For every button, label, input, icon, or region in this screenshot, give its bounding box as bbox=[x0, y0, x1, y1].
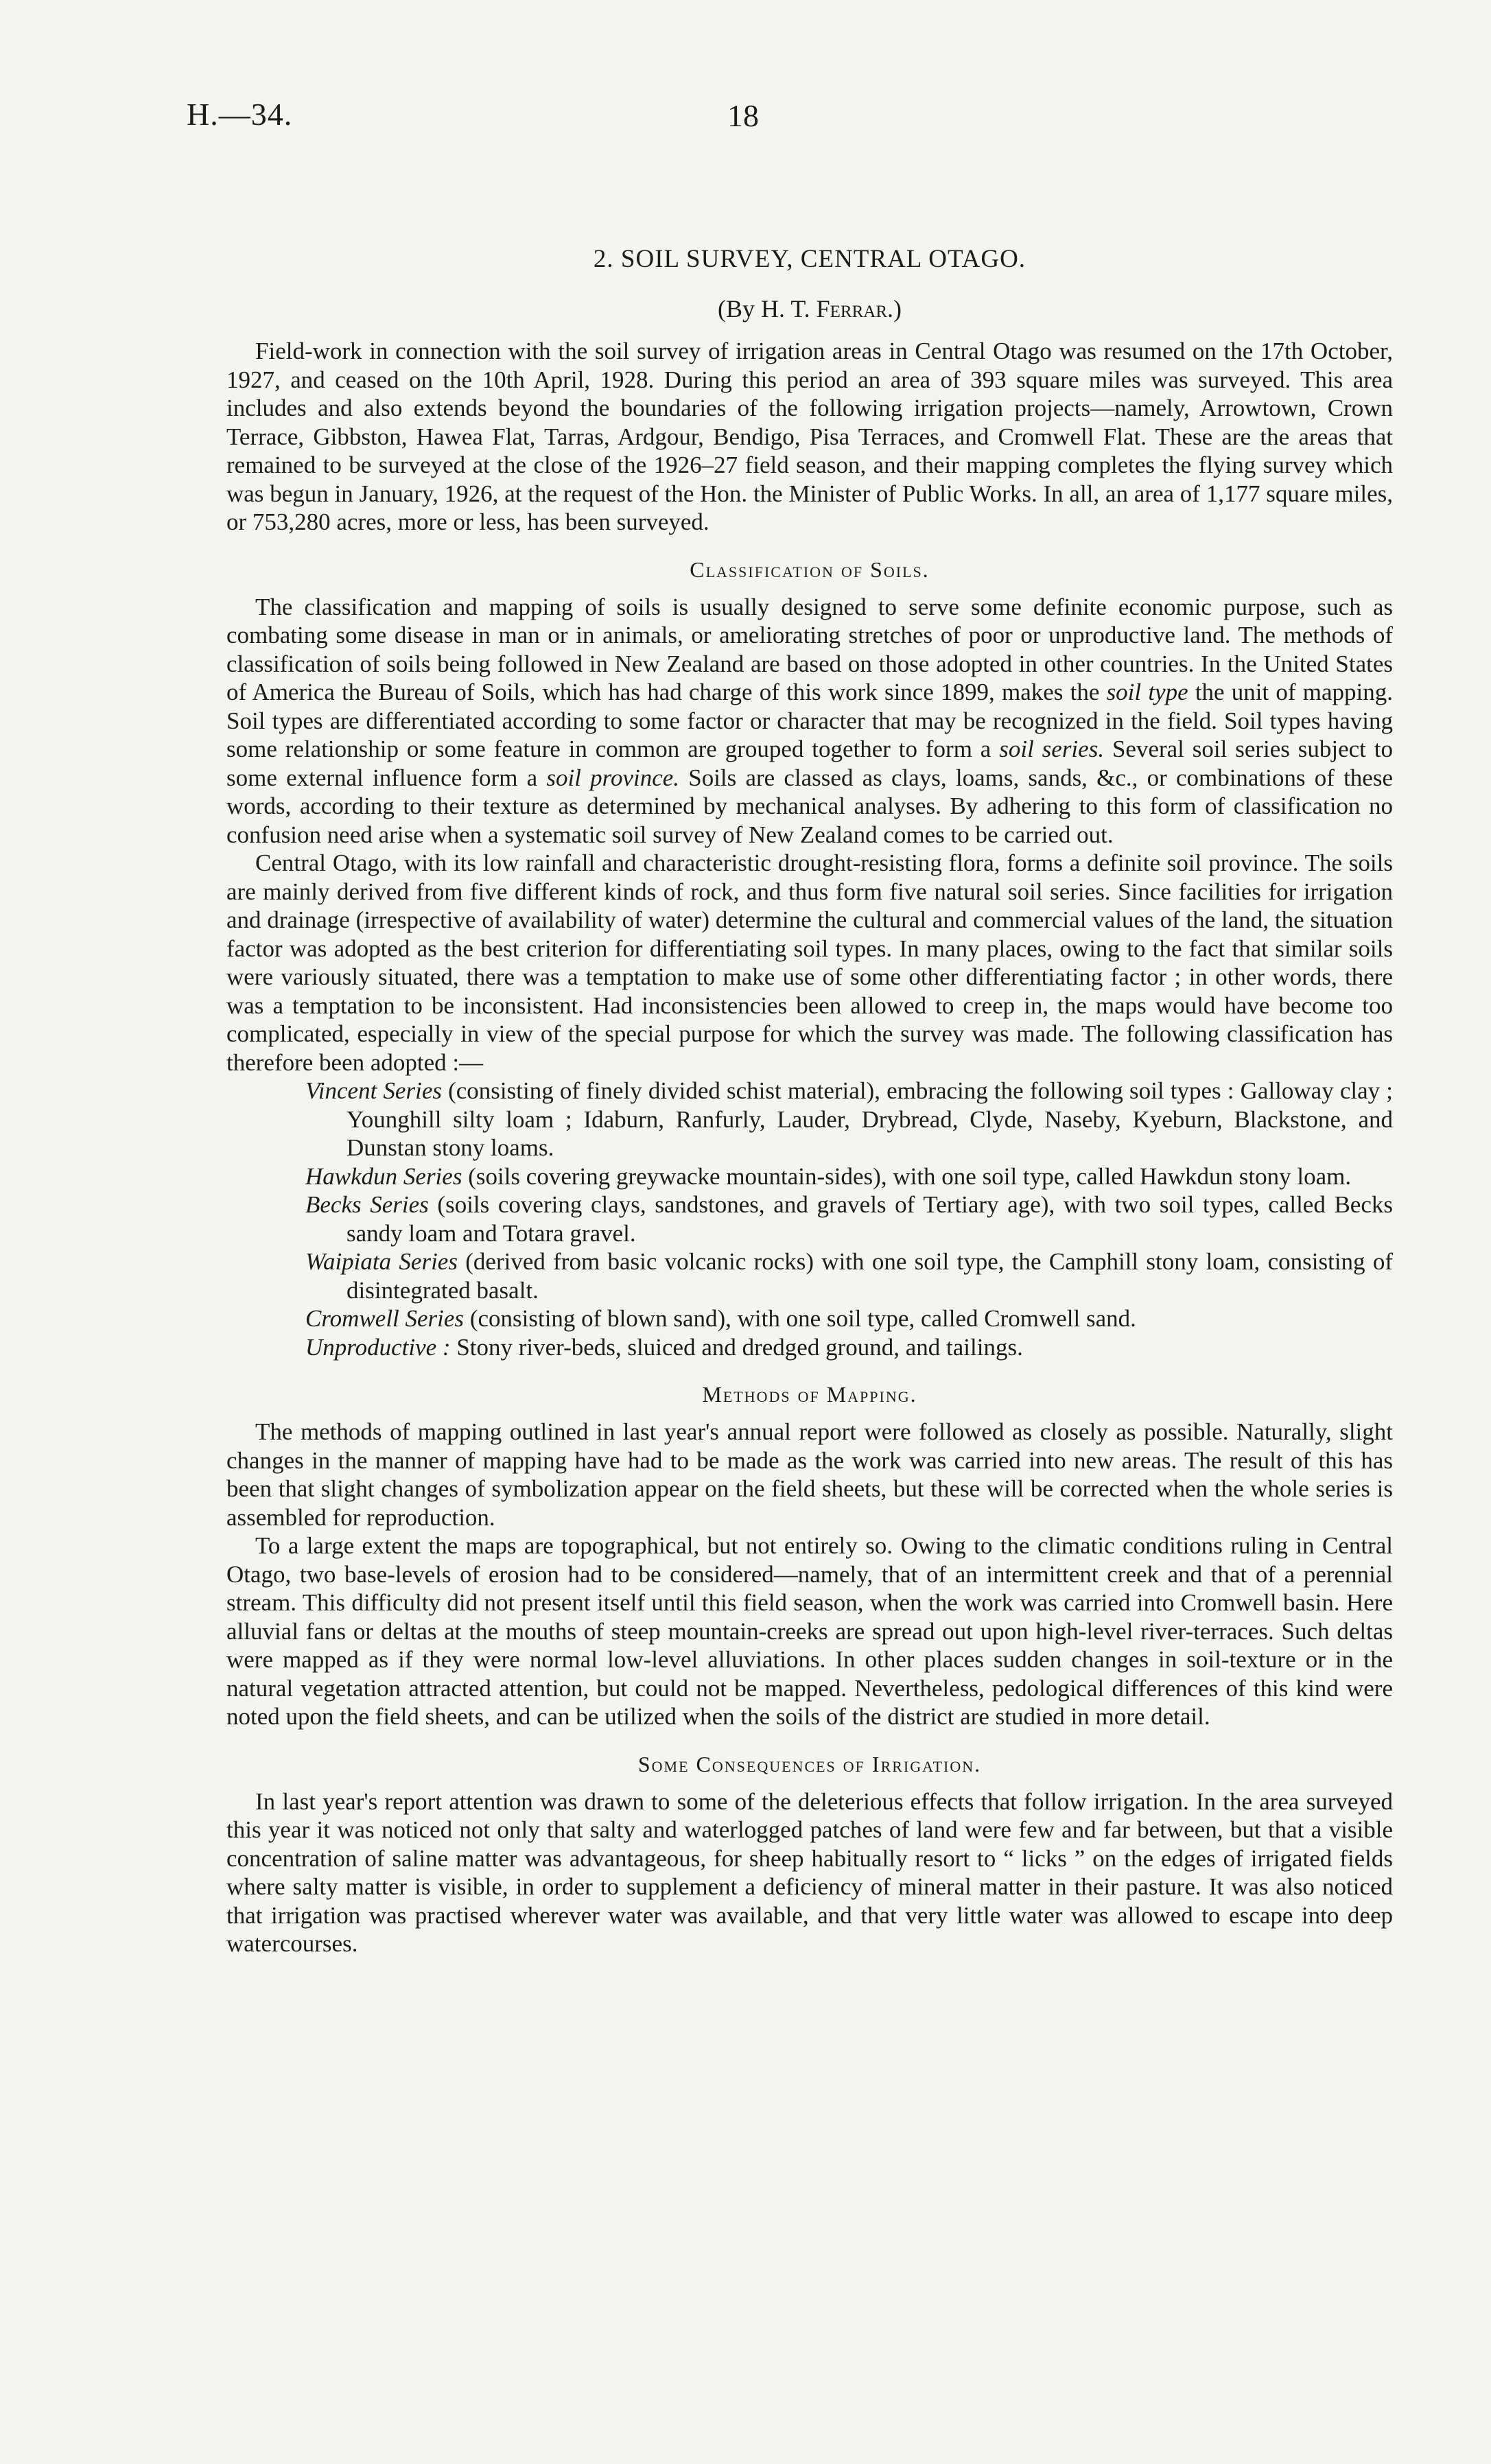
series-item-waipiata bbox=[305, 1247, 1393, 1304]
byline-prefix: (By H. T. bbox=[717, 295, 817, 322]
classification-text-d: Soils are classed as clays, loams, sands, &c., or combinations of these words, according to their texture as determined by mechanical analyses. By adhering to this form of classification no confusion need arise when a systematic soil survey of New Zealand comes to be carried out. bbox=[226, 764, 1393, 848]
series-name: Vincent Series bbox=[305, 1077, 442, 1104]
term-soil-type: soil type bbox=[1106, 679, 1188, 705]
series-description: (soils covering clays, sandstones, and gravels of Tertiary age), with two soil types, called Becks sandy loam and Totara gravel. bbox=[347, 1191, 1393, 1247]
soil-series-list bbox=[305, 1077, 1393, 1361]
series-item-vincent bbox=[305, 1077, 1393, 1162]
series-item-hawkdun bbox=[305, 1162, 1393, 1191]
series-description: Stony river-beds, sluiced and dredged ground, and tailings. bbox=[450, 1333, 1023, 1361]
term-soil-series: soil series. bbox=[999, 736, 1105, 762]
methods-paragraph-2: To a large extent the maps are topographical, but not entirely so. Owing to the climatic conditions ruling in Central Otago, two base-levels of erosion had to be considered—namely, that of an intermittent creek and that of a perennial stream. This difficulty did not present itself until this field season, when the work was carried into Cromwell basin. Here alluvial fans or deltas at the mouths of steep mountain-creeks are spread out upon high-level river-terraces. Such deltas were mapped as if they were normal low-level alluviations. In other places sudden changes in soil-texture or in the natural vegetation attracted attention, but could not be mapped. Nevertheless, pedological differences of this kind were noted upon the field sheets, and can be utilized when the soils of the district are studied in more detail. bbox=[226, 1532, 1393, 1730]
series-description: (consisting of finely divided schist material), embracing the following soil types : Galloway clay ; Younghill silty loam ; Idaburn, Ranfurly, Lauder, Drybread, Clyde, Naseby, Kyeburn, Blackstone, and Dunstan stony loams. bbox=[347, 1077, 1393, 1161]
classification-text-b: the unit of mapping. Soil types are differentiated according to some factor or character that may be recognized in the field. Soil types having some relationship or some feature in common are grouped together to form a bbox=[226, 679, 1393, 762]
classification-heading: Classification of Soils. bbox=[690, 556, 930, 582]
classification-paragraph-2: Central Otago, with its low rainfall and characteristic drought-resisting flora, forms a definite soil province. The soils are mainly derived from five different kinds of rock, and thus form five natural soil series. Since facilities for irrigation and drainage (irrespective of availability of water) determine the cultural and commercial values of the land, the situation factor was adopted as the best criterion for differentiating soil types. In many places, owing to the fact that similar soils were variously situated, there was a temptation to make use of some other differentiating factor ; in other words, there was a temptation to be inconsistent. Had inconsistencies been allowed to creep in, the maps would have become too complicated, especially in view of the special purpose for which the survey was made. The following classification has therefore been adopted :— bbox=[226, 849, 1393, 1076]
series-item-becks bbox=[305, 1190, 1393, 1247]
classification-text-c: Several soil series subject to some external influence form a bbox=[226, 736, 1394, 791]
consequences-heading: Some Consequences of Irrigation. bbox=[637, 1751, 982, 1776]
byline-suffix: .) bbox=[887, 295, 902, 322]
consequences-paragraph-1: In last year's report attention was drawn to some of the deleterious effects that follow irrigation. In the area surveyed this year it was noticed not only that salty and waterlogged patches of land were few and far between, but that a visible concentration of saline matter was advantageous, for sheep habitually resort to “ licks ” on the edges of irrigated fields where salty matter is visible, in order to supplement a deficiency of mineral matter in their pasture. It was also noticed that irrigation was practised wherever water was available, and that very little water was allowed to escape into deep watercourses. bbox=[226, 1787, 1393, 1957]
classification-paragraph-1 bbox=[226, 593, 1393, 849]
methods-paragraph-1: The methods of mapping outlined in last year's annual report were followed as closely as possible. Naturally, slight changes in the manner of mapping have had to be made as the work was carried into new areas. The result of this has been that slight changes of symbolization appear on the field sheets, but these will be corrected when the whole series is assembled for reproduction. bbox=[226, 1418, 1393, 1531]
series-item-cromwell bbox=[305, 1304, 1393, 1333]
series-description: (consisting of blown sand), with one soil type, called Cromwell sand. bbox=[464, 1305, 1136, 1332]
page-content bbox=[226, 244, 1393, 1958]
document-reference: H.—34. bbox=[187, 97, 293, 132]
author-name: Ferrar bbox=[816, 295, 888, 322]
page-title: 2. SOIL SURVEY, CENTRAL OTAGO. bbox=[593, 245, 1026, 273]
classification-text-a: The classification and mapping of soils is usually designed to serve some definite economic purpose, such as combating some disease in man or in animals, or ameliorating stretches of poor or unproductive land. The methods of classification of soils being followed in New Zealand are based on those adopted in other countries. In the United States of America the Bureau of Soils, which has had charge of this work since 1899, makes the bbox=[226, 593, 1393, 705]
methods-heading: Methods of Mapping. bbox=[702, 1382, 917, 1407]
series-name: Unproductive : bbox=[305, 1333, 451, 1361]
intro-paragraph: Field-work in connection with the soil survey of irrigation areas in Central Otago was resumed on the 17th October, 1927, and ceased on the 10th April, 1928. During this period an area of 393 square miles was surveyed. This area includes and also extends beyond the boundaries of the following irrigation projects—namely, Arrowtown, Crown Terrace, Gibbston, Hawea Flat, Tarras, Ardgour, Bendigo, Pisa Terraces, and Cromwell Flat. These are the areas that remained to be surveyed at the close of the 1926–27 field season, and their mapping completes the flying survey which was begun in January, 1926, at the request of the Hon. the Minister of Public Works. In all, an area of 1,177 square miles, or 753,280 acres, more or less, has been surveyed. bbox=[226, 338, 1393, 535]
term-soil-province: soil province. bbox=[546, 764, 680, 791]
series-name: Becks Series bbox=[305, 1191, 429, 1218]
series-name: Hawkdun Series bbox=[305, 1162, 462, 1190]
series-description: (soils covering greywacke mountain-sides), with one soil type, called Hawkdun stony loam. bbox=[462, 1162, 1352, 1190]
page-number: 18 bbox=[727, 98, 759, 133]
series-name: Waipiata Series bbox=[305, 1248, 458, 1275]
series-description: (derived from basic volcanic rocks) with one soil type, the Camphill stony loam, consisting of disintegrated basalt. bbox=[347, 1248, 1393, 1304]
byline bbox=[226, 293, 1393, 325]
series-name: Cromwell Series bbox=[305, 1305, 465, 1332]
series-item-unproductive bbox=[305, 1333, 1393, 1362]
